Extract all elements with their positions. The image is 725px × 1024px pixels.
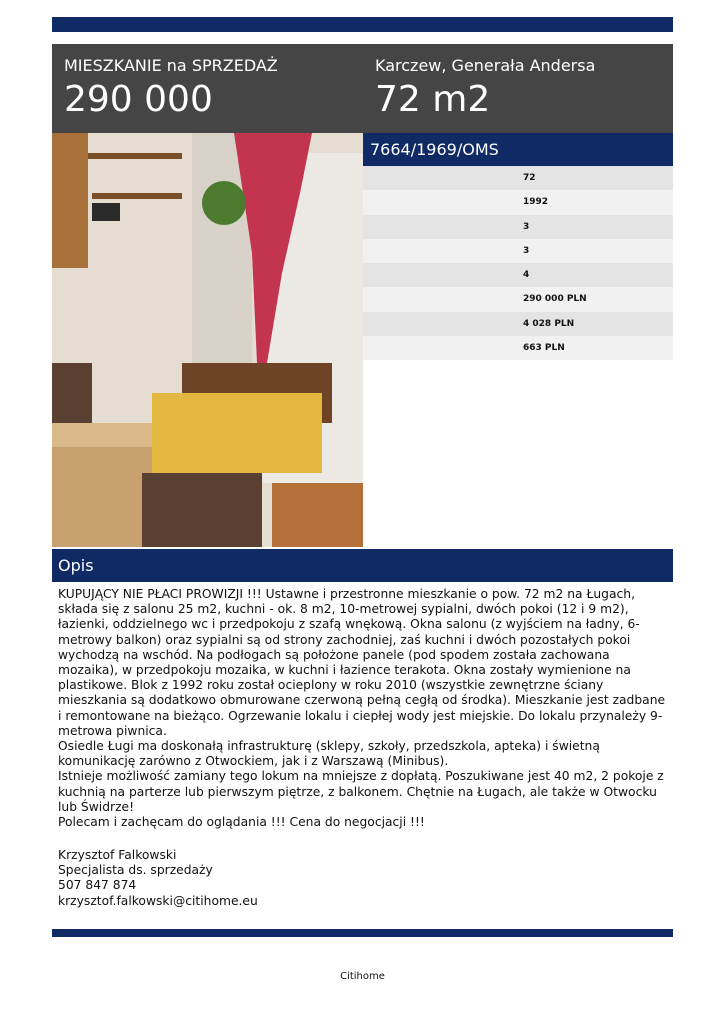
offer-header	[52, 44, 673, 133]
header-right	[375, 55, 595, 121]
param-row: 4	[363, 263, 673, 287]
agent-role: Specjalista ds. sprzedaży	[58, 863, 213, 878]
offer-location: Karczew, Generała Andersa	[375, 56, 596, 75]
offer-type: MIESZKANIE na SPRZEDAŻ	[64, 56, 278, 75]
param-row: 3	[363, 215, 673, 239]
agent-email: krzysztof.falkowski@citihome.eu	[58, 893, 258, 908]
agent-contact	[58, 848, 258, 909]
description-paragraph: Osiedle Ługi ma doskonałą infrastrukturę (sklepy, szkoły, przedszkola, apteka) i świetną komunikację zarówno z Otwockiem, jak i z Warszawą (Minibus).	[58, 739, 600, 769]
param-row: 290 000 PLN	[363, 287, 673, 311]
offer-reference-number: 7664/1969/OMS	[363, 133, 673, 166]
offer-area: 72 m2	[375, 79, 491, 120]
param-row: 3	[363, 239, 673, 263]
parameters-table	[363, 166, 673, 360]
description-heading: Opis	[52, 549, 673, 582]
param-row: 1992	[363, 190, 673, 214]
param-row: 4 028 PLN	[363, 312, 673, 336]
param-row: 72	[363, 166, 673, 190]
agent-phone: 507 847 874	[58, 878, 137, 893]
description-paragraph: Istnieje możliwość zamiany tego lokum na mniejsze z dopłatą. Poszukiwane jest 40 m2, 2 pokoje z kuchnią na parterze lub pierwszym piętrze, z balkonem. Chętnie na Ługach, ale także w Otwocku lub Świdrze!	[58, 769, 664, 814]
agent-name: Krzysztof Falkowski	[58, 848, 177, 862]
description-body	[58, 587, 666, 830]
footer-brand: Citihome	[340, 971, 385, 982]
offer-price: 290 000	[64, 79, 213, 120]
param-row: 663 PLN	[363, 336, 673, 360]
property-photo	[52, 133, 363, 547]
description-paragraph: Polecam i zachęcam do oglądania !!! Cena do negocjacji !!!	[58, 815, 425, 830]
description-paragraph: KUPUJĄCY NIE PŁACI PROWIZJI !!! Ustawne i przestronne mieszkanie o pow. 72 m2 na Ługach, składa się z salonu 25 m2, kuchni - ok. 8 m2, 10-metrowej sypialni, dwóch pokoi (12 i 9 m2), łazienki, oddzielnego wc i przedpokoju z szafą wnękową. Okna salonu (z wyjściem na ładny, 6-metrowy balkon) oraz sypialni są od strony zachodniej, zaś kuchni i dwóch pozostałych pokoi wychodzą na wschód. Na podłogach są położone panele (pod spodem została zachowana mozaika), w przedpokoju mozaika, w kuchni i łazience terakota. Okna zostały wymienione na plastikowe. Blok z 1992 roku został ocieplony w roku 2010 (wszystkie zewnętrzne ściany mieszkania są dodatkowo obmurowane czerwoną pełną cegłą od środka). Mieszkanie jest zadbane i remontowane na bieżąco. Ogrzewanie lokalu i ciepłej wody jest miejskie. Do lokalu przynależy 9-metrowa piwnica.	[58, 587, 666, 738]
top-accent-bar	[52, 17, 673, 32]
bottom-accent-bar	[52, 929, 673, 937]
header-left	[64, 55, 278, 121]
